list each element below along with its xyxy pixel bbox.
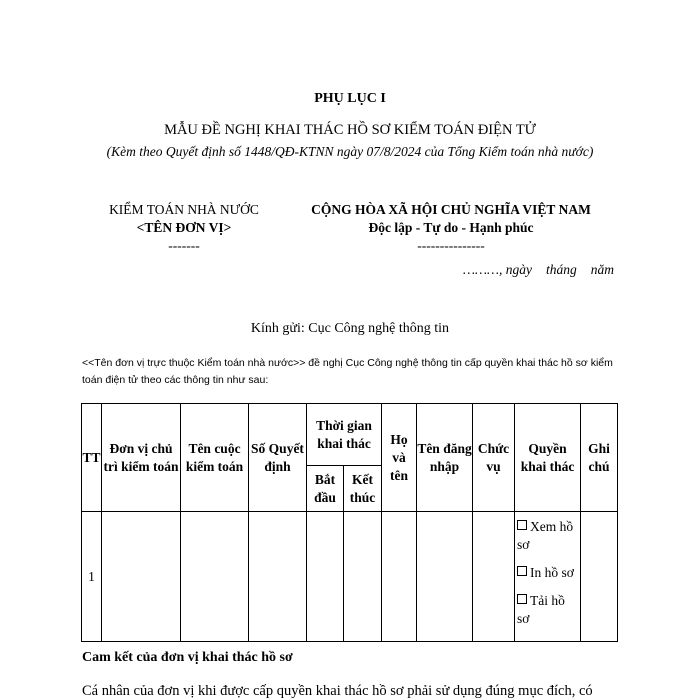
permission-option-print[interactable] bbox=[517, 564, 580, 582]
request-table bbox=[81, 403, 618, 642]
header-login: Tên đăng nhập bbox=[417, 404, 473, 512]
permission-option-download[interactable] bbox=[517, 592, 580, 628]
row-tt: 1 bbox=[82, 512, 102, 642]
checkbox-icon[interactable] bbox=[517, 594, 527, 604]
checkbox-icon[interactable] bbox=[517, 520, 527, 530]
header-permission: Quyền khai thác bbox=[515, 404, 581, 512]
commitment-body: Cá nhân của đơn vị khi được cấp quyền khai thác hồ sơ phải sử dụng đúng mục đích, có bbox=[82, 683, 593, 699]
commitment-heading: Cam kết của đơn vị khai thác hồ sơ bbox=[82, 650, 293, 665]
row-unit-cell[interactable] bbox=[102, 512, 181, 642]
date-month: tháng bbox=[545, 262, 577, 277]
appendix-title: PHỤ LỤC I bbox=[314, 91, 386, 106]
row-note-cell[interactable] bbox=[581, 512, 618, 642]
national-motto: Độc lập - Tự do - Hạnh phúc bbox=[368, 220, 534, 235]
header-full-name: Họ và tên bbox=[382, 404, 417, 512]
header-end: Kết thúc bbox=[344, 466, 382, 512]
date-year: năm bbox=[590, 262, 614, 277]
header-audit-name: Tên cuộc kiểm toán bbox=[181, 404, 249, 512]
row-login-cell[interactable] bbox=[417, 512, 473, 642]
form-title: MẪU ĐỀ NGHỊ KHAI THÁC HỒ SƠ KIỂM TOÁN ĐIỆN TỬ bbox=[164, 122, 536, 138]
motto-divider: --------------- bbox=[417, 238, 485, 253]
row-position-cell[interactable] bbox=[473, 512, 515, 642]
header-period: Thời gian khai thác bbox=[307, 404, 382, 466]
unit-name: <TÊN ĐƠN VỊ> bbox=[136, 220, 232, 235]
table-row bbox=[82, 512, 618, 642]
nation-name: CỘNG HÒA XÃ HỘI CHỦ NGHĨA VIỆT NAM bbox=[311, 202, 591, 217]
header-start: Bắt đầu bbox=[307, 466, 344, 512]
header-decision-no: Số Quyết định bbox=[249, 404, 307, 512]
row-start-cell[interactable] bbox=[307, 512, 344, 642]
checkbox-icon[interactable] bbox=[517, 566, 527, 576]
org-name: KIỂM TOÁN NHÀ NƯỚC bbox=[109, 202, 259, 217]
header-tt: TT bbox=[82, 404, 102, 512]
date-place: ………, ngày bbox=[462, 262, 532, 277]
header-unit: Đơn vị chủ trì kiểm toán bbox=[102, 404, 181, 512]
permission-option-view[interactable] bbox=[517, 518, 580, 554]
row-full-name-cell[interactable] bbox=[382, 512, 417, 642]
row-audit-name-cell[interactable] bbox=[181, 512, 249, 642]
attached-note: (Kèm theo Quyết định số 1448/QĐ-KTNN ngày 07/8/2024 của Tổng Kiểm toán nhà nước) bbox=[106, 144, 594, 159]
org-divider: ------- bbox=[168, 238, 200, 253]
row-end-cell[interactable] bbox=[344, 512, 382, 642]
intro-paragraph: <<Tên đơn vị trực thuộc Kiểm toán nhà nước>> đề nghị Cục Công nghệ thông tin cấp quyền khai thác hồ sơ kiểm toán điện tử theo các thông tin như sau: bbox=[82, 357, 613, 386]
greeting: Kính gửi: Cục Công nghệ thông tin bbox=[250, 321, 450, 336]
issuing-org-block bbox=[95, 201, 273, 255]
header-note: Ghi chú bbox=[581, 404, 618, 512]
date-line bbox=[463, 262, 614, 278]
permission-download-label: Tải hồ sơ bbox=[517, 593, 565, 626]
national-header-block bbox=[292, 201, 610, 255]
permission-view-label: Xem hồ sơ bbox=[517, 519, 574, 552]
row-decision-no-cell[interactable] bbox=[249, 512, 307, 642]
header-position: Chức vụ bbox=[473, 404, 515, 512]
permission-print-label: In hồ sơ bbox=[530, 565, 574, 580]
row-permission-cell bbox=[515, 512, 581, 642]
